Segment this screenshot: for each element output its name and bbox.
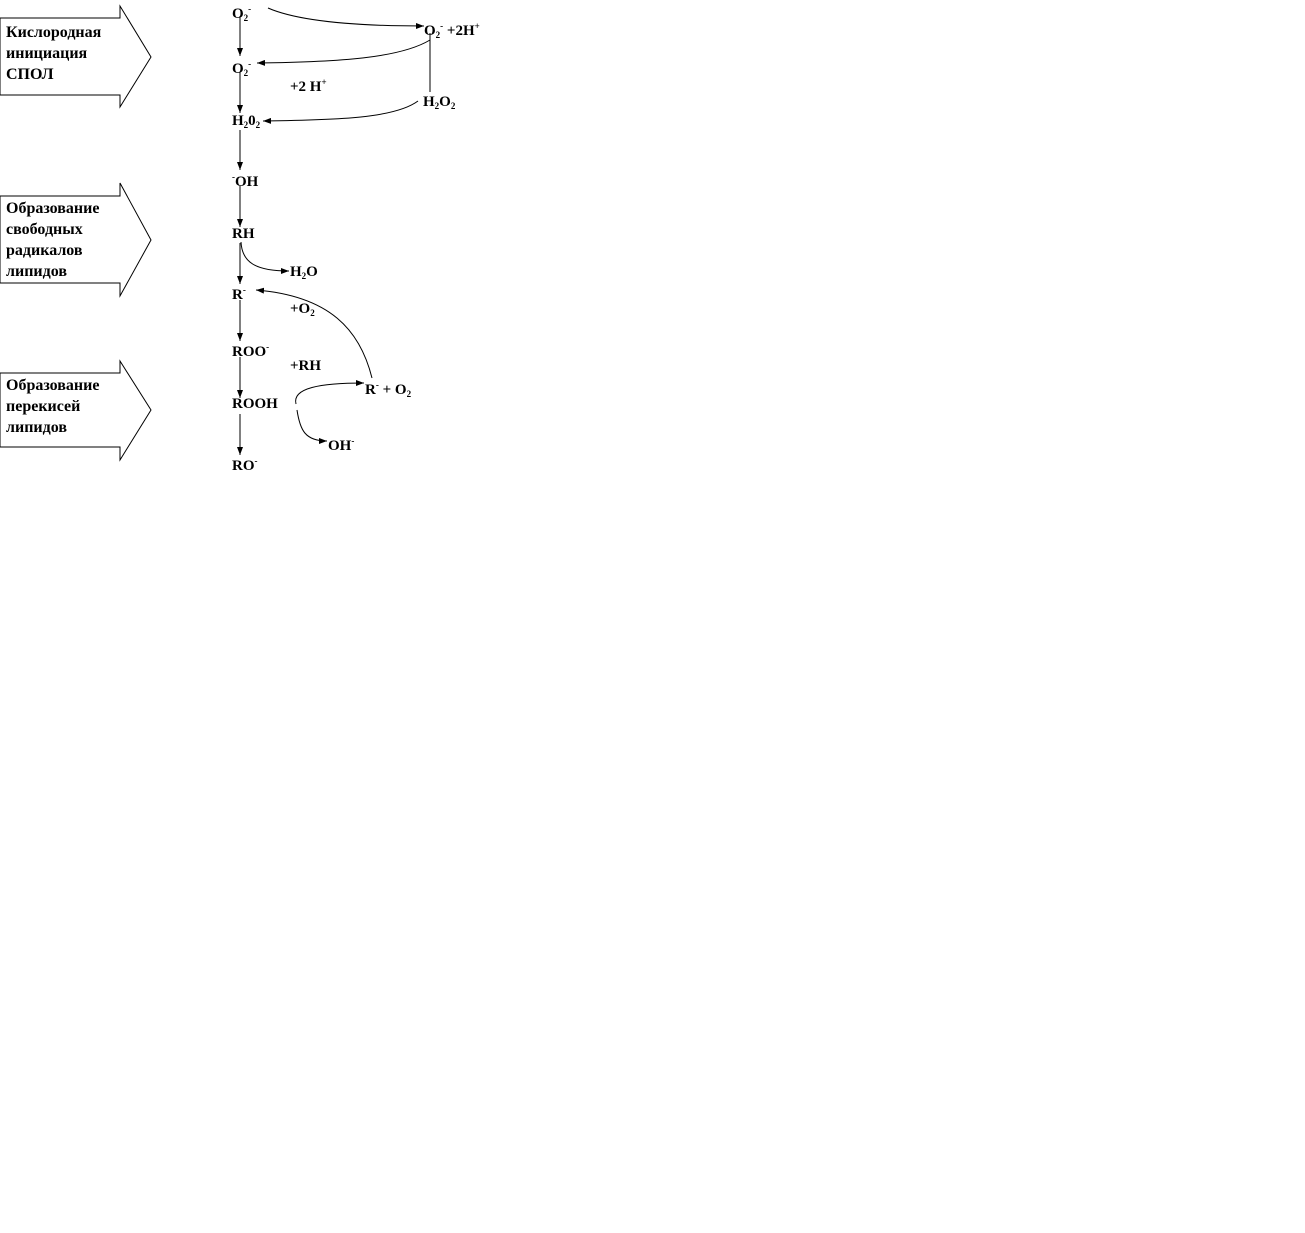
stage-2-line-1: Образование bbox=[6, 200, 100, 217]
species-oh-radical: -OH bbox=[232, 172, 259, 190]
species-o2-superoxide-top: $O_2^-$ bbox=[232, 4, 252, 23]
stage-1-line-3: СПОЛ bbox=[6, 66, 54, 83]
species-oh-minus: OH- bbox=[328, 436, 355, 454]
stage-3-line-1: Образование bbox=[6, 377, 100, 394]
species-o2-plus-2h: $O_2^- +2H^+$ bbox=[424, 21, 480, 40]
species-rh: RH bbox=[232, 226, 255, 242]
stage-1-line-1: Кислородная bbox=[6, 24, 102, 41]
species-o2-superoxide-second: $O_2^-$ bbox=[232, 59, 252, 78]
label-plus-2h: +2 H+ bbox=[290, 77, 327, 95]
species-h2o2-main: $H_20_2$ bbox=[232, 113, 261, 130]
species-h2o2-side: $H_2O_2$ bbox=[423, 94, 456, 111]
stage-label-peroxides bbox=[6, 375, 99, 438]
stage-3-line-2: перекисей bbox=[6, 398, 81, 415]
label-plus-rh: +RH bbox=[290, 358, 322, 374]
label-plus-o2: $+O_2$ bbox=[290, 301, 315, 318]
stage-3-line-3: липидов bbox=[6, 419, 67, 436]
stage-1-line-2: инициация bbox=[6, 45, 88, 62]
stage-label-free-radicals bbox=[6, 198, 99, 282]
species-ro-radical: RO- bbox=[232, 456, 258, 474]
species-r-radical: R- bbox=[232, 285, 246, 303]
stage-2-line-3: радикалов bbox=[6, 242, 83, 259]
stage-2-line-2: свободных bbox=[6, 221, 83, 238]
species-roo-radical: ROO- bbox=[232, 342, 270, 360]
species-r-plus-o2: $R^- + O_2$ bbox=[365, 380, 412, 399]
species-rooh: ROOH bbox=[232, 396, 278, 412]
stage-2-line-4: липидов bbox=[6, 263, 67, 280]
stage-label-oxygen-initiation bbox=[6, 22, 101, 85]
species-h2o: $H_2O$ bbox=[290, 264, 318, 281]
